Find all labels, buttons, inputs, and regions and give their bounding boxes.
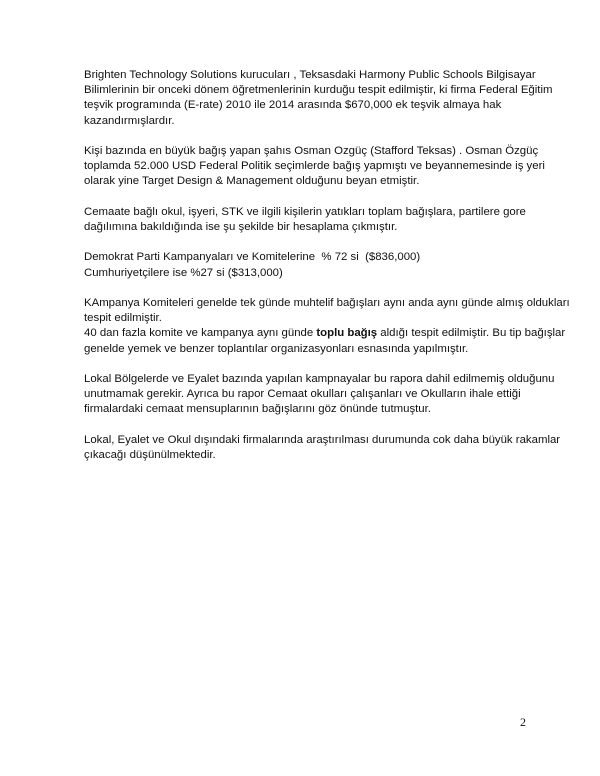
text-line: Demokrat Parti Kampanyaları ve Komitelerine % 72 si ($836,000) — [84, 251, 421, 264]
text-line: firmalardaki cemaat mensuplarının bağışlarını göz önünde tutmuştur. — [84, 403, 431, 416]
paragraph-2 — [84, 144, 564, 190]
text-line: Cemaate bağlı okul, işyeri, STK ve ilgili kişilerin yatıkları toplam bağışlara, partilere gore — [84, 205, 526, 218]
text-line: olarak yine Target Design & Management olduğunu beyan etmiştir. — [84, 175, 420, 188]
paragraph-4 — [84, 250, 564, 280]
text-line: dağılımına bakıldığında ise şu şekilde bir hesaplama çıkmıştır. — [84, 221, 398, 233]
text-line: toplamda 52.000 USD Federal Politik seçimlerde bağış yapmıştı ve beyannemesinde iş yeri — [84, 160, 545, 173]
text-line: Kişi bazında en büyük bağış yapan şahıs Osman Ozgüç (Stafford Teksas) . Osman Özgüç — [84, 145, 539, 157]
text-line: KAmpanya Komiteleri genelde tek günde muhtelif bağışları aynı anda aynı günde almış oldukları — [84, 296, 570, 309]
text-line: Lokal Bölgelerde ve Eyalet bazında yapılan kampnayalar bu rapora dahil edilmemiş olduğunu — [84, 372, 555, 385]
page-number: 2 — [520, 715, 526, 729]
paragraph-5 — [84, 296, 570, 357]
paragraph-1 — [84, 68, 564, 129]
text-line: genelde yemek ve benzer toplantılar organizasyonları esnasında yapılmıştır. — [84, 342, 469, 355]
text-line: kazandırmışlardır. — [84, 114, 175, 127]
text-line-with-bold — [84, 326, 564, 341]
paragraph-7 — [84, 433, 564, 463]
text-segment: 40 dan fazla komite ve kampanya aynı günde — [84, 327, 317, 340]
text-line: tespit edilmiştir. — [84, 312, 162, 325]
text-segment: aldığı tespit edilmiştir. Bu tip bağışlar — [377, 327, 566, 340]
text-line: unutmamak gerekir. Ayrıca bu rapor Cemaat okulları çalışanları ve Okulların ihale ettiği — [84, 388, 521, 401]
bold-phrase: toplu bağış — [316, 327, 378, 340]
paragraph-6 — [84, 372, 564, 418]
text-line: Cumhuriyetçilere ise %27 si ($313,000) — [84, 266, 283, 279]
text-line: Bilimlerinin bir onceki dönem öğretmenlerinin kurduğu tespit edilmiştir, ki firma Federal Eğitim — [84, 84, 553, 97]
paragraph-3 — [84, 205, 564, 235]
text-line: teşvik programında (E-rate) 2010 ile 2014 arasında $670,000 ek teşvik almaya hak — [84, 99, 502, 112]
text-line: Lokal, Eyalet ve Okul dışındaki firmalarında araştırılması durumunda cok daha büyük rakamlar — [84, 433, 561, 446]
document-body — [84, 68, 570, 478]
text-line: Brighten Technology Solutions kurucuları , Teksasdaki Harmony Public Schools Bilgisayar — [84, 69, 536, 81]
text-line: çıkacağı düşünülmektedir. — [84, 448, 216, 461]
